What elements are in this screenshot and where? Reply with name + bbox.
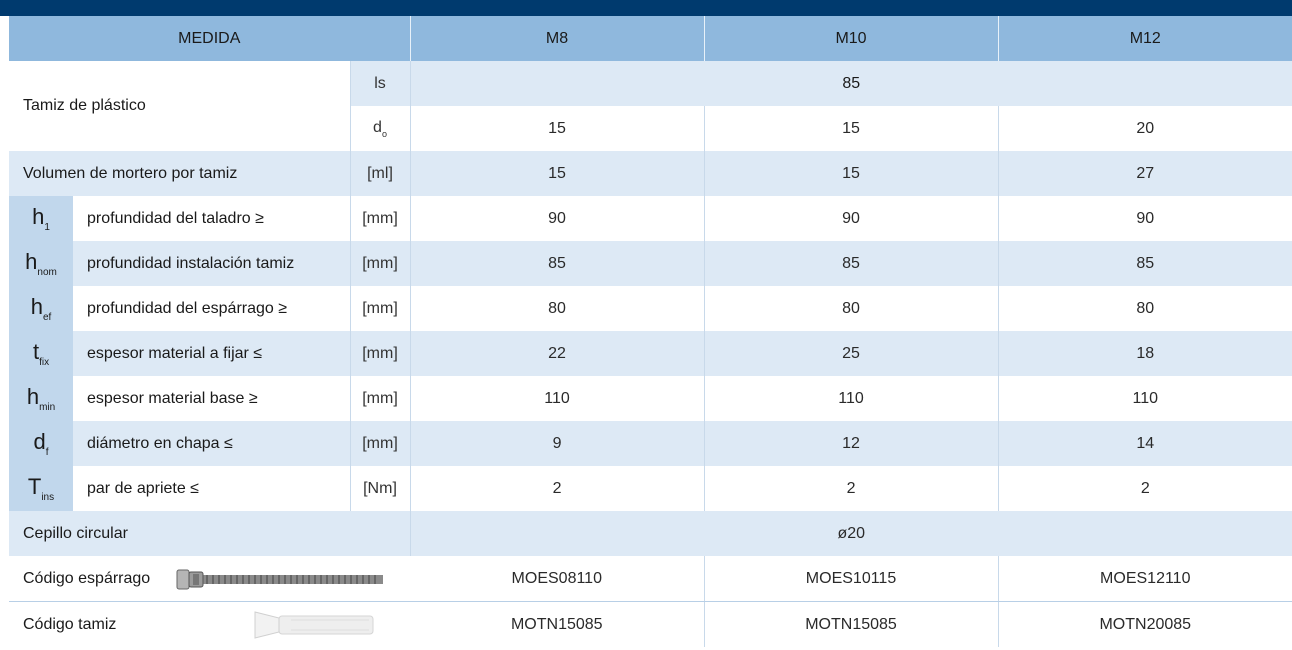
header-row — [9, 16, 1292, 61]
param-symbol-base: d — [33, 429, 46, 454]
cepillo-label: Cepillo circular — [9, 511, 410, 556]
param-value-hmin-m10: 110 — [704, 376, 998, 421]
param-desc-hef: profundidad del espárrago ≥ — [73, 286, 350, 331]
param-symbol-df — [9, 421, 73, 466]
param-symbol-hnom — [9, 241, 73, 286]
header-size-m10: M10 — [704, 16, 998, 61]
do-unit — [350, 106, 410, 151]
param-value-tins-m8: 2 — [410, 466, 704, 511]
param-symbol-sub: 1 — [44, 222, 50, 233]
param-symbol-tfix — [9, 331, 73, 376]
volumen-value-m8: 15 — [410, 151, 704, 196]
param-desc-hnom: profundidad instalación tamiz — [73, 241, 350, 286]
param-desc-h1: profundidad del taladro ≥ — [73, 196, 350, 241]
top-bar — [0, 0, 1292, 16]
param-value-hnom-m12: 85 — [998, 241, 1292, 286]
param-symbol-base: T — [27, 474, 42, 499]
esparrago-code-m8: MOES08110 — [410, 556, 704, 602]
esparrago-label: Código espárrago — [23, 569, 151, 587]
volumen-row — [9, 151, 1292, 196]
param-unit-tins: [Nm] — [350, 466, 410, 511]
volumen-label: Volumen de mortero por tamiz — [9, 151, 350, 196]
param-symbol-sub: min — [39, 402, 56, 413]
param-value-h1-m10: 90 — [704, 196, 998, 241]
param-unit-hnom: [mm] — [350, 241, 410, 286]
param-unit-tfix: [mm] — [350, 331, 410, 376]
param-value-h1-m8: 90 — [410, 196, 704, 241]
param-symbol-base: h — [25, 249, 38, 274]
volumen-unit: [ml] — [350, 151, 410, 196]
volumen-value-m12: 27 — [998, 151, 1292, 196]
param-unit-hmin: [mm] — [350, 376, 410, 421]
param-value-tins-m10: 2 — [704, 466, 998, 511]
param-value-hnom-m8: 85 — [410, 241, 704, 286]
param-desc-tfix: espesor material a fijar ≤ — [73, 331, 350, 376]
volumen-value-m10: 15 — [704, 151, 998, 196]
codigo-tamiz-label-cell — [9, 602, 410, 648]
param-value-df-m10: 12 — [704, 421, 998, 466]
param-value-hef-m12: 80 — [998, 286, 1292, 331]
param-symbol-sub: ins — [41, 492, 55, 503]
header-medida: MEDIDA — [9, 16, 410, 61]
param-symbol-base: h — [26, 384, 40, 409]
esparrago-code-m12: MOES12110 — [998, 556, 1292, 602]
cepillo-value: ø20 — [410, 511, 1292, 556]
param-symbol-hef — [9, 286, 73, 331]
do-unit-sub: o — [381, 128, 387, 139]
param-desc-df: diámetro en chapa ≤ — [73, 421, 350, 466]
header-size-m12: M12 — [998, 16, 1292, 61]
param-symbol-sub: f — [45, 447, 49, 458]
tamiz-label: Tamiz de plástico — [9, 61, 350, 151]
param-row-tfix — [9, 331, 1292, 376]
param-row-hnom — [9, 241, 1292, 286]
esparrago-label-cell — [9, 556, 410, 602]
ls-unit: ls — [350, 61, 410, 106]
tamiz-code-m10: MOTN15085 — [704, 602, 998, 648]
do-value-m8: 15 — [410, 106, 704, 151]
param-symbol-sub: nom — [37, 267, 57, 278]
param-row-tins — [9, 466, 1292, 511]
param-symbol-hmin — [9, 376, 73, 421]
param-row-h1 — [9, 196, 1292, 241]
tamiz-code-m12: MOTN20085 — [998, 602, 1292, 648]
cepillo-row — [9, 511, 1292, 556]
param-symbol-base: h — [32, 204, 45, 229]
do-value-m10: 15 — [704, 106, 998, 151]
param-unit-h1: [mm] — [350, 196, 410, 241]
param-value-hef-m10: 80 — [704, 286, 998, 331]
param-value-hmin-m8: 110 — [410, 376, 704, 421]
param-row-hmin — [9, 376, 1292, 421]
param-symbol-h1 — [9, 196, 73, 241]
param-row-df — [9, 421, 1292, 466]
param-value-df-m8: 9 — [410, 421, 704, 466]
do-value-m12: 20 — [998, 106, 1292, 151]
codigo-tamiz-row — [9, 602, 1292, 648]
threaded-rod-icon — [173, 567, 385, 591]
param-value-tfix-m10: 25 — [704, 331, 998, 376]
codigo-tamiz-label: Código tamiz — [23, 615, 117, 633]
spec-table — [9, 16, 1292, 647]
plastic-sieve-icon — [251, 610, 375, 640]
param-value-h1-m12: 90 — [998, 196, 1292, 241]
param-symbol-tins — [9, 466, 73, 511]
param-symbol-base: t — [32, 339, 40, 364]
param-desc-tins: par de apriete ≤ — [73, 466, 350, 511]
param-value-df-m12: 14 — [998, 421, 1292, 466]
param-unit-hef: [mm] — [350, 286, 410, 331]
do-unit-base: d — [373, 118, 382, 136]
param-value-hmin-m12: 110 — [998, 376, 1292, 421]
param-value-tins-m12: 2 — [998, 466, 1292, 511]
param-symbol-base: h — [30, 294, 43, 319]
tamiz-ls-row — [9, 61, 1292, 106]
param-value-tfix-m8: 22 — [410, 331, 704, 376]
param-value-hnom-m10: 85 — [704, 241, 998, 286]
header-size-m8: M8 — [410, 16, 704, 61]
esparrago-code-m10: MOES10115 — [704, 556, 998, 602]
esparrago-row — [9, 556, 1292, 602]
ls-value: 85 — [410, 61, 1292, 106]
param-row-hef — [9, 286, 1292, 331]
param-symbol-sub: ef — [42, 312, 52, 323]
tamiz-code-m8: MOTN15085 — [410, 602, 704, 648]
param-unit-df: [mm] — [350, 421, 410, 466]
param-symbol-sub: fix — [39, 357, 50, 368]
param-value-tfix-m12: 18 — [998, 331, 1292, 376]
param-desc-hmin: espesor material base ≥ — [73, 376, 350, 421]
param-value-hef-m8: 80 — [410, 286, 704, 331]
